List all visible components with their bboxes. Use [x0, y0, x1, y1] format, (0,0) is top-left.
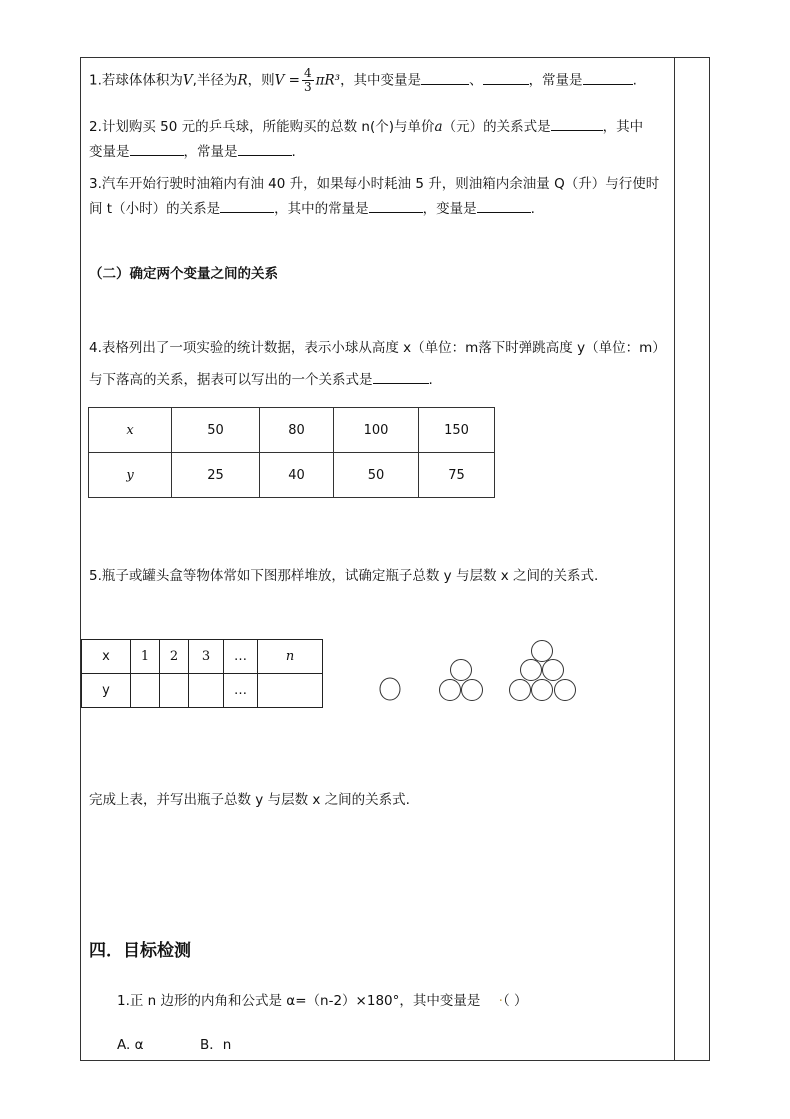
- q2-var-a: a: [434, 119, 443, 135]
- experiment-data-table: [88, 407, 495, 498]
- q1-var-r: R: [237, 72, 248, 89]
- question-1: [89, 67, 637, 94]
- table-header-cell: …: [224, 640, 258, 674]
- q1-text: 1.若球体体积为: [89, 72, 183, 89]
- fraction-four-thirds: [302, 67, 314, 94]
- q3-text: ，变量是: [422, 201, 477, 217]
- answer-blank[interactable]: [373, 369, 429, 384]
- table-answer-cell[interactable]: [258, 674, 323, 708]
- q1-text: ，其中变量是: [340, 72, 422, 89]
- table-header-cell: n: [258, 640, 323, 674]
- q2-text: 2.计划购买 50 元的乒乓球，所能购买的总数 n(个)与单价: [89, 119, 435, 135]
- bottle-count-table: [81, 639, 323, 708]
- table-cell: 50: [334, 453, 419, 498]
- section-2-heading: （二）确定两个变量之间的关系: [89, 266, 278, 282]
- q2-text: （元）的关系式是: [442, 119, 551, 135]
- question-3-line-1: 3.汽车开始行驶时油箱内有油 40 升，如果每小时耗油 5 升，则油箱内余油量 Q（升）与行使时: [89, 176, 660, 192]
- q2-text: ，其中: [602, 119, 644, 135]
- q1-var-v: V: [182, 72, 193, 89]
- option-a[interactable]: A. α: [117, 1037, 144, 1053]
- table-header-cell: 1: [131, 640, 160, 674]
- question-5: 5.瓶子或罐头盒等物体常如下图那样堆放，试确定瓶子总数 y 与层数 x 之间的关系式.: [89, 568, 599, 584]
- option-b[interactable]: B．n: [200, 1037, 232, 1053]
- table-header-cell: 3: [189, 640, 224, 674]
- table-header-cell: x: [89, 408, 172, 453]
- question-4-line-2: [89, 369, 433, 389]
- answer-blank[interactable]: [130, 141, 184, 156]
- q1-text: ，则: [247, 72, 275, 89]
- answer-blank[interactable]: [238, 141, 292, 156]
- table-row: [89, 453, 495, 498]
- answer-blank[interactable]: [369, 198, 423, 213]
- answer-blank[interactable]: [477, 198, 531, 213]
- q1-end: .: [632, 72, 637, 89]
- table-cell: 75: [419, 453, 495, 498]
- test-question-1: [117, 992, 528, 1010]
- answer-blank[interactable]: [421, 70, 469, 85]
- q1-text: ，常量是: [528, 72, 583, 89]
- table-answer-cell[interactable]: [160, 674, 189, 708]
- table-cell: 40: [260, 453, 334, 498]
- table-cell: 100: [334, 408, 419, 453]
- question-5-followup: 完成上表，并写出瓶子总数 y 与层数 x 之间的关系式.: [89, 792, 410, 808]
- table-cell: 80: [260, 408, 334, 453]
- section-4-heading: 四．目标检测: [89, 941, 191, 961]
- answer-blank[interactable]: [220, 198, 274, 213]
- q2-end: .: [291, 144, 296, 160]
- table-cell: 150: [419, 408, 495, 453]
- answer-blank[interactable]: [551, 116, 603, 131]
- q4-text: 与下落高的关系，据表可以写出的一个关系式是: [89, 372, 373, 388]
- table-cell: …: [224, 674, 258, 708]
- t1-dot: ·: [498, 993, 503, 1009]
- q1-text: ,半径为: [192, 72, 238, 89]
- table-row: [82, 674, 323, 708]
- formula-lhs: V =: [274, 72, 300, 89]
- answer-blank[interactable]: [483, 70, 529, 85]
- table-row: [89, 408, 495, 453]
- formula-rhs: πR³: [315, 72, 341, 89]
- table-header-cell: x: [82, 640, 131, 674]
- table-row: [82, 640, 323, 674]
- table-cell: 50: [172, 408, 260, 453]
- t1-text: 1.正 n 边形的内角和公式是 α=（n-2）×180°，其中变量是: [117, 993, 481, 1009]
- question-2-line-1: [89, 116, 643, 136]
- answer-blank[interactable]: [583, 70, 633, 85]
- table-answer-cell[interactable]: [131, 674, 160, 708]
- table-header-cell: y: [82, 674, 131, 708]
- table-header-cell: y: [89, 453, 172, 498]
- question-3-line-2: [89, 198, 535, 218]
- question-4-line-1: 4.表格列出了一项实验的统计数据，表示小球从高度 x（单位：m落下时弹跳高度 y（单位：m）: [89, 340, 666, 356]
- q4-end: .: [428, 372, 433, 388]
- fraction-denominator: 3: [303, 80, 312, 94]
- right-margin-column: [674, 57, 675, 1061]
- question-2-line-2: [89, 141, 296, 161]
- table-header-cell: 2: [160, 640, 189, 674]
- fraction-numerator: 4: [303, 66, 312, 80]
- q2-text: 变量是: [89, 144, 130, 160]
- table-cell: 25: [172, 453, 260, 498]
- q3-end: .: [530, 201, 535, 217]
- q1-text: 、: [469, 72, 483, 89]
- q3-text: ，其中的常量是: [274, 201, 369, 217]
- q2-text: ，常量是: [183, 144, 238, 160]
- table-answer-cell[interactable]: [189, 674, 224, 708]
- q3-text: 间 t（小时）的关系是: [89, 201, 221, 217]
- answer-paren[interactable]: （ ）: [502, 993, 528, 1009]
